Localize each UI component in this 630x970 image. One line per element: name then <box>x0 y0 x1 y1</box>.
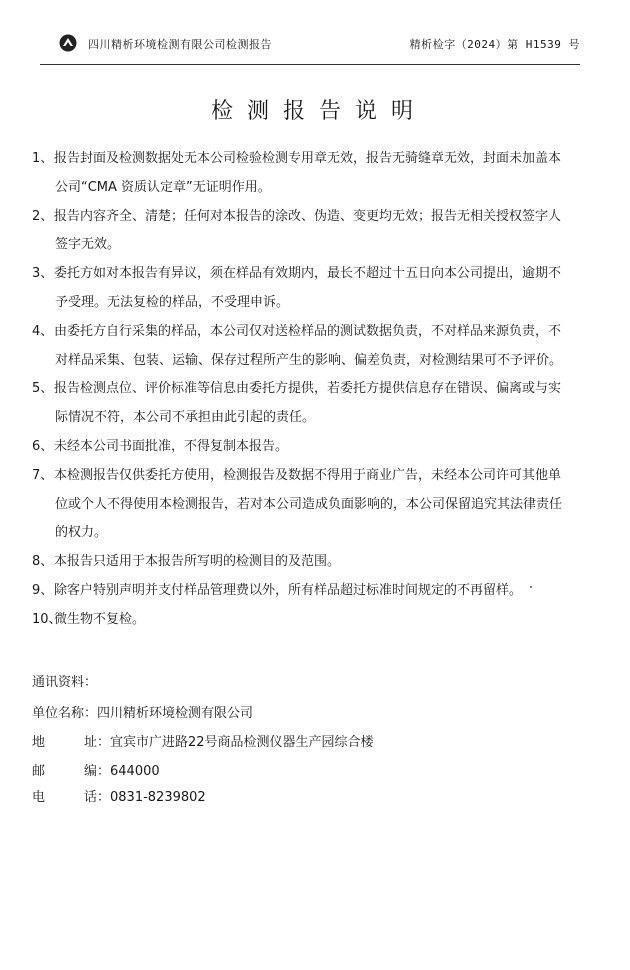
phone-label-2: 话： <box>84 790 111 805</box>
term-number: 4、 <box>32 323 54 339</box>
term-line <box>32 260 592 289</box>
term-text: 报告内容齐全、清楚；任何对本报告的涂改、伪造、变更均无效；报告无相关授权签字人 <box>54 208 562 224</box>
term-number: 2、 <box>32 208 54 224</box>
term-text: 本报告只适用于本报告所写明的检测目的及范围。 <box>54 554 341 570</box>
unit-label: 单位名称： <box>32 706 98 721</box>
term-line <box>32 519 592 548</box>
contact-section <box>32 670 532 811</box>
term-text: 的权力。 <box>55 525 108 541</box>
term-line <box>32 174 592 203</box>
stray-mark <box>530 586 532 588</box>
term-item <box>32 145 592 203</box>
company-name: 四川精析环境检测有限公司检测报告 <box>88 38 272 51</box>
contact-phone-row <box>32 785 532 811</box>
term-line <box>32 203 592 232</box>
term-item <box>32 203 592 261</box>
term-item <box>32 318 592 376</box>
term-item <box>32 375 592 433</box>
term-line <box>32 375 592 404</box>
contact-postcode-row <box>32 759 532 785</box>
term-item <box>32 548 592 577</box>
term-number: 8、 <box>32 554 54 570</box>
term-line <box>32 606 592 635</box>
term-text: 微生物不复检。 <box>54 611 146 627</box>
address-label-2: 址： <box>84 735 111 750</box>
term-item <box>32 577 592 606</box>
postcode-value: 644000 <box>110 764 160 779</box>
report-number: 精析检字（2024）第 H1539 号 <box>409 38 580 51</box>
term-number: 7、 <box>32 467 54 483</box>
term-line <box>32 462 592 491</box>
address-value: 宜宾市广进路22号商品检测仪器生产园综合楼 <box>110 735 374 750</box>
contact-address-row <box>32 730 532 756</box>
term-text: 本检测报告仅供委托方使用，检测报告及数据不得用于商业广告，未经本公司许可其他单 <box>54 467 562 483</box>
term-line <box>32 318 592 347</box>
term-line <box>32 491 592 520</box>
term-line <box>32 231 592 260</box>
term-text: 对样品采集、包装、运输、保存过程所产生的影响、偏差负责，对检测结果可不予评价。 <box>55 352 563 368</box>
term-line <box>32 145 592 174</box>
term-item <box>32 260 592 318</box>
term-number: 1、 <box>32 151 54 166</box>
term-text: 由委托方自行采集的样品，本公司仅对送检样品的测试数据负责，不对样品来源负责，不 <box>54 323 562 339</box>
term-text: 委托方如对本报告有异议，须在样品有效期内，最长不超过十五日向本公司提出，逾期不 <box>54 266 562 282</box>
term-number: 6、 <box>32 438 54 454</box>
term-text: 公司“CMA 资质认定章”无证明作用。 <box>55 179 271 195</box>
postcode-label-1: 邮 <box>32 764 46 779</box>
company-logo-icon <box>58 33 78 53</box>
term-text: 除客户特别声明并支付样品管理费以外，所有样品超过标准时间规定的不再留样。 <box>54 582 523 598</box>
page-title: 检测报告说明 <box>210 99 427 124</box>
phone-label-1: 电 <box>32 790 46 805</box>
term-text: 予受理。无法复检的样品，不受理申诉。 <box>55 294 290 310</box>
phone-value: 0831-8239802 <box>110 790 206 805</box>
contact-heading: 通讯资料： <box>32 675 98 690</box>
term-text: 未经本公司书面批准，不得复制本报告。 <box>54 438 289 454</box>
term-item <box>32 462 592 548</box>
term-text: 报告封面及检测数据处无本公司检验检测专用章无效，报告无骑缝章无效，封面未加盖本 <box>54 151 562 166</box>
term-line <box>32 289 592 318</box>
term-text: 位或个人不得使用本检测报告，若对本公司造成负面影响的，本公司保留追究其法律责任 <box>55 496 563 512</box>
term-line <box>32 548 592 577</box>
header-divider <box>40 64 580 65</box>
term-number: 5、 <box>32 381 54 397</box>
term-text: 报告检测点位、评价标准等信息由委托方提供，若委托方提供信息存在错误、偏离或与实 <box>54 381 562 397</box>
term-line <box>32 347 592 376</box>
contact-unit-row <box>32 701 532 727</box>
term-item <box>32 433 592 462</box>
postcode-label-2: 编： <box>84 764 111 779</box>
term-number: 9、 <box>32 582 54 598</box>
term-number: 3、 <box>32 266 54 282</box>
term-item <box>32 606 592 635</box>
address-label-1: 地 <box>32 735 46 750</box>
page-header <box>40 33 580 55</box>
unit-value: 四川精析环境检测有限公司 <box>97 706 254 721</box>
term-text: 签字无效。 <box>55 237 121 253</box>
term-text: 际情况不符，本公司不承担由此引起的责任。 <box>55 410 316 426</box>
term-line <box>32 577 592 606</box>
term-line <box>32 433 592 462</box>
terms-list <box>32 145 592 635</box>
term-line <box>32 404 592 433</box>
term-number: 10、 <box>32 611 62 627</box>
